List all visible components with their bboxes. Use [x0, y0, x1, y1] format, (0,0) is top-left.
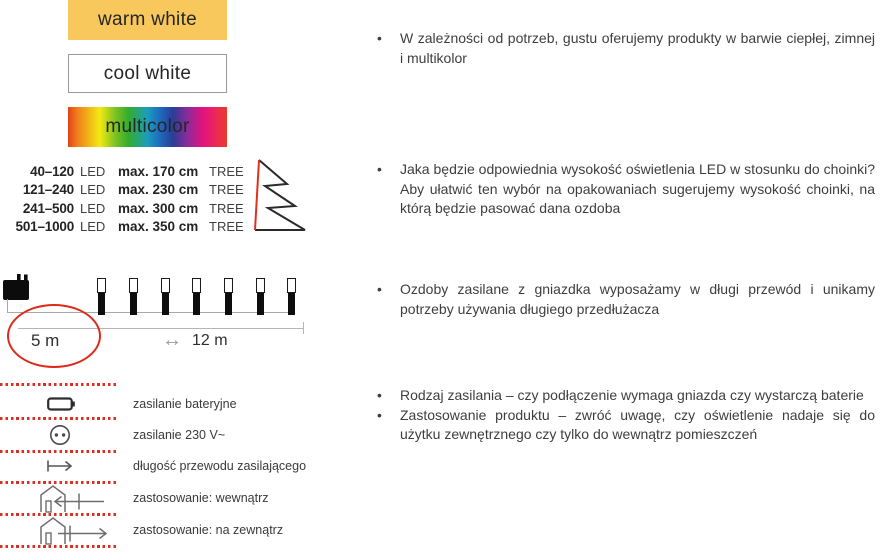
- dotted-separator: [0, 513, 118, 516]
- led-range: 501–1000: [15, 219, 74, 235]
- list-item: [373, 160, 875, 219]
- bullet-text: Jaka będzie odpowiednia wysokość oświetlenia LED w stosunku do choinki? Aby ułatwić ten wybór na opakowaniach sugerujemy wysokość choinki, na którą będzie pasować dana ozdoba: [400, 161, 875, 216]
- bulb-glass: [256, 278, 265, 293]
- list-item: [373, 406, 875, 445]
- bullet-marker: •: [377, 281, 382, 297]
- bullet-marker: •: [377, 30, 382, 46]
- bulb-socket: [98, 293, 105, 315]
- dotted-separator: [0, 383, 118, 386]
- swatch-warm-white: [68, 0, 227, 40]
- bulb-icon: [192, 278, 201, 315]
- tree-max-height: max. 170 cm: [118, 163, 199, 179]
- swatch-multicolor: [68, 107, 227, 147]
- power-cord-line: [7, 299, 8, 313]
- bulb-glass: [287, 278, 296, 293]
- bullet-block-colors: [373, 29, 875, 68]
- bullet-marker: •: [377, 406, 382, 423]
- legend-label-socket: zasilanie 230 V~: [133, 428, 226, 442]
- power-plug-icon: [2, 274, 32, 301]
- table-row: [10, 199, 250, 218]
- bulb-socket: [288, 293, 295, 315]
- swatch-cool-white: [68, 54, 227, 93]
- cable-length-icon: [46, 459, 73, 473]
- house-outdoor-icon: [38, 517, 108, 545]
- tree-icon: [249, 157, 307, 237]
- bullet-block-tree-height: [373, 160, 875, 219]
- bulb-socket: [130, 293, 137, 315]
- bullet-block-cord: [373, 280, 875, 319]
- led-unit: LED: [80, 200, 106, 216]
- bullet-text: Zastosowanie produktu – zwróć uwagę, czy oświetlenie nadaje się do użytku zewnętrznego czy tylko do wewnątrz pomieszczeń: [400, 406, 875, 442]
- bullet-text: Ozdoby zasilane z gniazdka wyposażamy w długi przewód i unikamy potrzeby używania długiego przedłużacza: [400, 281, 875, 317]
- string-length-label: 12 m: [192, 332, 228, 349]
- bulb-icon: [256, 278, 265, 315]
- swatch-warm-white-label: warm white: [97, 9, 198, 30]
- bulb-glass: [97, 278, 106, 293]
- bulb-icon: [287, 278, 296, 315]
- led-unit: LED: [80, 219, 106, 235]
- battery-icon: [47, 397, 75, 411]
- bullet-marker: •: [377, 387, 382, 403]
- tree-word: TREE: [209, 163, 244, 179]
- swatch-multicolor-label: multicolor: [105, 116, 190, 137]
- led-tree-height-table: [10, 162, 250, 236]
- list-item: [373, 386, 875, 406]
- bulb-glass: [224, 278, 233, 293]
- table-row: [10, 181, 250, 200]
- tree-word: TREE: [209, 200, 244, 216]
- led-unit: LED: [80, 182, 106, 198]
- table-row: [10, 218, 250, 237]
- bulb-icon: [97, 278, 106, 315]
- tree-word: TREE: [209, 182, 244, 198]
- dotted-separator: [0, 481, 118, 484]
- dotted-separator: [0, 417, 118, 420]
- tree-word: TREE: [209, 219, 244, 235]
- bulb-icon: [224, 278, 233, 315]
- bullet-text: Rodzaj zasilania – czy podłączenie wymaga gniazda czy wystarczą baterie: [400, 387, 864, 403]
- bullet-text: W zależności od potrzeb, gustu oferujemy produkty w barwie ciepłej, zimnej i multikolor: [400, 30, 875, 66]
- measure-tick: [303, 322, 304, 334]
- bulb-icon: [161, 278, 170, 315]
- legend-label-outdoor: zastosowanie: na zewnątrz: [133, 523, 284, 537]
- table-row: [10, 162, 250, 181]
- list-item: [373, 29, 875, 68]
- list-item: [373, 280, 875, 319]
- double-arrow-icon: ↔: [162, 329, 182, 351]
- tree-max-height: max. 230 cm: [118, 182, 199, 198]
- swatch-cool-white-label: cool white: [103, 62, 192, 84]
- led-range: 40–120: [30, 163, 74, 179]
- bulb-glass: [192, 278, 201, 293]
- legend-label-battery: zasilanie bateryjne: [133, 397, 237, 411]
- legend-label-indoor: zastosowanie: wewnątrz: [133, 491, 269, 505]
- led-range: 121–240: [22, 182, 74, 198]
- tree-max-height: max. 350 cm: [118, 219, 199, 235]
- bullet-marker: •: [377, 161, 382, 177]
- bulb-socket: [257, 293, 264, 315]
- bulb-icon: [129, 278, 138, 315]
- led-unit: LED: [80, 163, 106, 179]
- dotted-separator: [0, 450, 118, 453]
- bulb-socket: [193, 293, 200, 315]
- bulb-glass: [161, 278, 170, 293]
- bulb-glass: [129, 278, 138, 293]
- bulb-socket: [162, 293, 169, 315]
- legend-label-cable-length: długość przewodu zasilającego: [133, 459, 307, 473]
- power-socket-icon: [49, 424, 71, 446]
- bullet-block-power-usage: [373, 386, 875, 445]
- lead-length-label: 5 m: [31, 331, 60, 350]
- tree-max-height: max. 300 cm: [118, 200, 199, 216]
- dotted-separator: [0, 545, 118, 548]
- led-range: 241–500: [22, 200, 74, 216]
- house-indoor-icon: [38, 485, 108, 513]
- bulb-socket: [225, 293, 232, 315]
